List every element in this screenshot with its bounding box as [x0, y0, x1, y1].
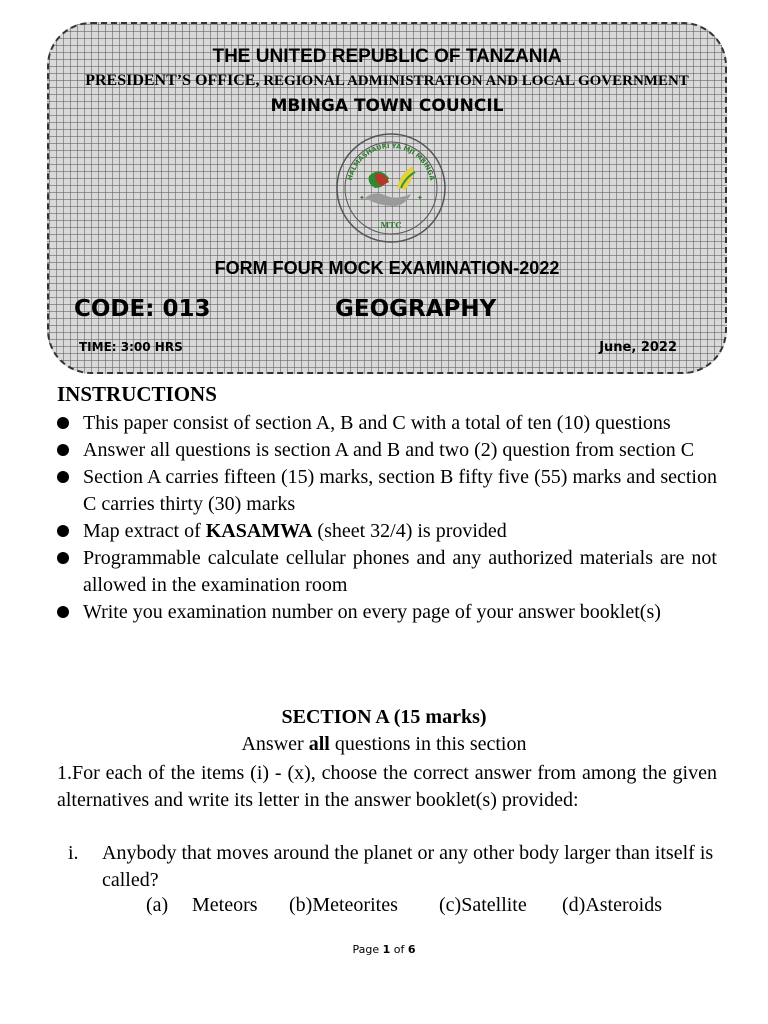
option-c: (c)Satellite [439, 894, 527, 916]
office-name [49, 72, 725, 90]
map-extract-name: KASAMWA [205, 520, 313, 542]
council-logo [335, 132, 447, 244]
svg-text:✦: ✦ [359, 194, 365, 202]
exam-time: TIME: 3:00 HRS [79, 340, 183, 354]
logo-arc-text: HALMASHAURI YA MJI MBINGA [345, 141, 437, 182]
option-a: Meteors [192, 894, 258, 916]
office-name-first: PRESIDENT’S OFFICE, [85, 72, 260, 89]
instruction-item: Programmable calculate cellular phones and any authorized materials are not allowed in the examination room [57, 545, 717, 599]
option-b: (b)Meteorites [289, 894, 398, 916]
exam-date: June, 2022 [599, 340, 677, 355]
item-number: i. [68, 842, 79, 864]
instructions-list [57, 410, 717, 626]
instruction-item: Write you examination number on every page of your answer booklet(s) [57, 599, 717, 626]
svg-text:HALMASHAURI YA MJI MBINGA [346, 142, 436, 181]
exam-header-box [47, 22, 727, 374]
instruction-item: This paper consist of section A, B and C with a total of ten (10) questions [57, 410, 717, 437]
page-number: Page 1 of 6 [352, 943, 416, 956]
logo-initials: MTC [380, 220, 402, 230]
bullet-icon [57, 444, 69, 456]
exam-title: FORM FOUR MOCK EXAMINATION-2022 [214, 258, 560, 278]
instruction-item: Section A carries fifteen (15) marks, section B fifty five (55) marks and section C carries thirty (30) marks [57, 464, 717, 518]
answer-options [146, 894, 662, 917]
question-1: 1.For each of the items (i) - (x), choose the correct answer from among the given alternatives and write its letter in the answer booklet(s) provided: [57, 762, 717, 811]
instruction-item: Answer all questions is section A and B and two (2) question from section C [57, 437, 717, 464]
bullet-icon [57, 606, 69, 618]
country-name: THE UNITED REPUBLIC OF TANZANIA [212, 46, 562, 67]
instructions-title: INSTRUCTIONS [57, 382, 217, 406]
subject-code: CODE: 013 [74, 296, 211, 322]
section-a-title: SECTION A (15 marks) [281, 706, 487, 728]
instruction-item: Map extract of KASAMWA (sheet 32/4) is provided [57, 518, 717, 545]
office-name-rest: REGIONAL ADMINISTRATION AND LOCAL GOVERNMENT [259, 73, 689, 89]
option-d: (d)Asteroids [562, 894, 662, 916]
council-name: MBINGA TOWN COUNCIL [270, 96, 504, 116]
section-a-subtitle: Answer all questions in this section [241, 733, 527, 755]
option-label: (a) [146, 894, 169, 916]
bullet-icon [57, 525, 69, 537]
bullet-icon [57, 471, 69, 483]
bullet-icon [57, 417, 69, 429]
bullet-icon [57, 552, 69, 564]
subject-name: GEOGRAPHY [335, 296, 497, 322]
svg-text:✦: ✦ [417, 194, 423, 202]
item-text: Anybody that moves around the planet or any other body larger than itself is called? [102, 842, 714, 891]
